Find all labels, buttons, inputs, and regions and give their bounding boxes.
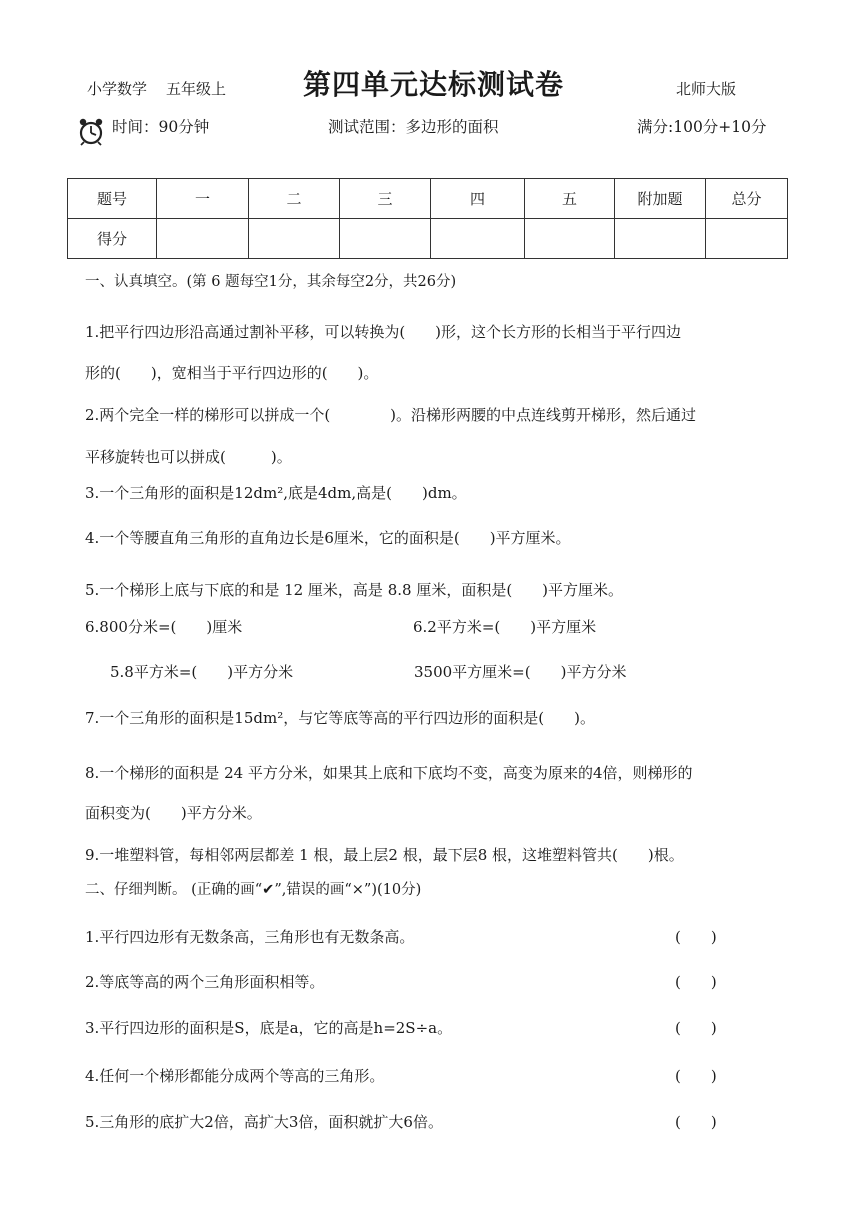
question-2-line-1: 2.两个完全一样的梯形可以拼成一个( )。沿梯形两腰的中点连线剪开梯形，然后通过 [85, 406, 697, 424]
full-score-info: 满分:100分+10分 [637, 118, 767, 136]
score-table-header-cell: 总分 [706, 179, 788, 219]
page-title: 第四单元达标测试卷 [303, 68, 565, 101]
question-6a: 6.800分米=( )厘米 [85, 618, 243, 636]
score-cell[interactable] [249, 219, 340, 259]
score-table-header-cell: 四 [431, 179, 525, 219]
section-2-title: 二、仔细判断。 (正确的画“✔”,错误的画“×”)(10分) [85, 882, 422, 898]
question-1-line-2: 形的( )，宽相当于平行四边形的( )。 [85, 364, 379, 382]
judge-answer-bracket-4[interactable]: ( ) [675, 1067, 717, 1085]
question-6c: 5.8平方米=( )平方分米 [110, 663, 294, 681]
judge-answer-bracket-5[interactable]: ( ) [675, 1113, 717, 1131]
score-table-header-cell: 三 [340, 179, 431, 219]
judge-item-4: 4.任何一个梯形都能分成两个等高的三角形。 [85, 1067, 385, 1085]
question-2-line-2: 平移旋转也可以拼成( )。 [85, 448, 292, 466]
question-8-line-1: 8.一个梯形的面积是 24 平方分米，如果其上底和下底均不变，高变为原来的4倍，则梯形的 [85, 764, 693, 782]
question-3: 3.一个三角形的面积是12dm²,底是4dm,高是( )dm。 [85, 484, 467, 502]
score-table-header-cell: 一 [157, 179, 249, 219]
grade-label: 五年级上 [166, 80, 227, 98]
judge-item-2: 2.等底等高的两个三角形面积相等。 [85, 973, 325, 991]
judge-answer-bracket-1[interactable]: ( ) [675, 928, 717, 946]
section-1-title: 一、认真填空。(第 6 题每空1分，其余每空2分，共26分) [85, 274, 457, 290]
subject-label: 小学数学 [87, 80, 148, 98]
scope-info: 测试范围：多边形的面积 [328, 118, 499, 136]
score-cell[interactable] [157, 219, 249, 259]
score-cell[interactable] [431, 219, 525, 259]
score-table-header-cell: 五 [525, 179, 615, 219]
score-table-header-cell: 附加题 [615, 179, 706, 219]
question-9: 9.一堆塑料管，每相邻两层都差 1 根，最上层2 根，最下层8 根，这堆塑料管共( )根。 [85, 846, 684, 864]
score-cell[interactable] [525, 219, 615, 259]
question-8-line-2: 面积变为( )平方分米。 [85, 804, 262, 822]
score-table [67, 178, 788, 259]
score-table-score-row [68, 219, 788, 259]
judge-answer-bracket-2[interactable]: ( ) [675, 973, 717, 991]
edition-label: 北师大版 [676, 80, 737, 98]
question-7: 7.一个三角形的面积是15dm²，与它等底等高的平行四边形的面积是( )。 [85, 709, 595, 727]
score-table-header-row [68, 179, 788, 219]
alarm-clock-icon [78, 116, 104, 146]
question-6d: 3500平方厘米=( )平方分米 [414, 663, 627, 681]
score-table-header-cell: 题号 [68, 179, 157, 219]
judge-item-1: 1.平行四边形有无数条高，三角形也有无数条高。 [85, 928, 415, 946]
score-row-label: 得分 [68, 219, 157, 259]
score-cell[interactable] [615, 219, 706, 259]
score-cell[interactable] [706, 219, 788, 259]
time-info: 时间：90分钟 [112, 118, 210, 136]
question-5: 5.一个梯形上底与下底的和是 12 厘米，高是 8.8 厘米，面积是( )平方厘米。 [85, 581, 624, 599]
score-cell[interactable] [340, 219, 431, 259]
question-6b: 6.2平方米=( )平方厘米 [413, 618, 597, 636]
judge-answer-bracket-3[interactable]: ( ) [675, 1019, 717, 1037]
question-1-line-1: 1.把平行四边形沿高通过割补平移，可以转换为( )形，这个长方形的长相当于平行四边 [85, 323, 682, 341]
question-4: 4.一个等腰直角三角形的直角边长是6厘米，它的面积是( )平方厘米。 [85, 529, 571, 547]
score-table-header-cell: 二 [249, 179, 340, 219]
judge-item-5: 5.三角形的底扩大2倍，高扩大3倍，面积就扩大6倍。 [85, 1113, 443, 1131]
judge-item-3: 3.平行四边形的面积是S，底是a，它的高是h=2S÷a。 [85, 1019, 453, 1037]
